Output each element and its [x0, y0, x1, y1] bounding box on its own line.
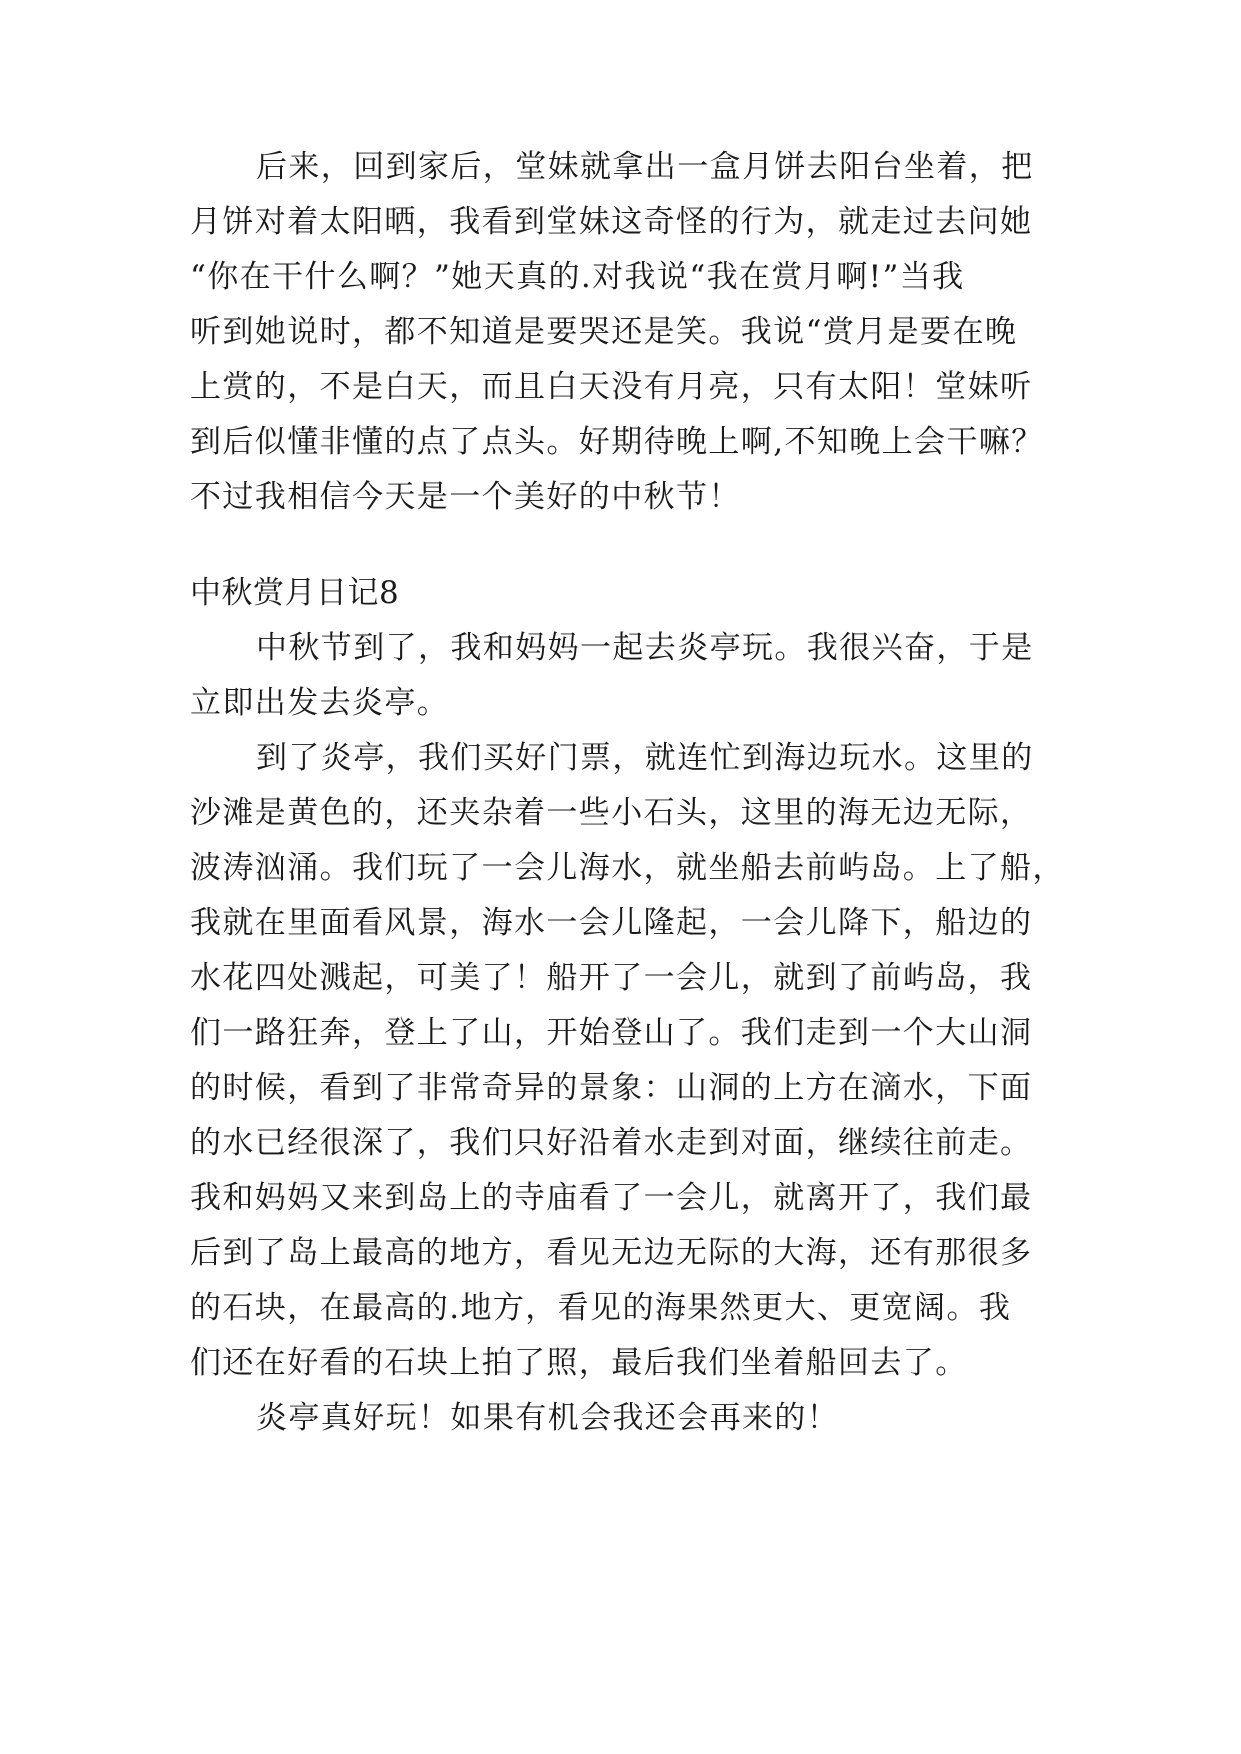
paragraph-3-line-1: 到了炎亭，我们买好门票，就连忙到海边玩水。这里的 — [256, 740, 1034, 776]
paragraph-4-line-1: 炎亭真好玩！如果有机会我还会再来的！ — [256, 1400, 840, 1436]
paragraph-1-line-3: “你在干什么啊？”她天真的.对我说“我在赏月啊!”当我 — [190, 259, 965, 295]
paragraph-3-line-2: 沙滩是黄色的，还夹杂着一些小石头，这里的海无边无际， — [190, 795, 1033, 831]
paragraph-1-line-7: 不过我相信今天是一个美好的中秋节！ — [190, 479, 741, 515]
paragraph-1-line-6: 到后似懂非懂的点了点头。好期待晚上啊,不知晚上会干嘛？ — [190, 424, 1044, 460]
paragraph-3-line-11: 的石块，在最高的.地方，看见的海果然更大、更宽阔。我 — [190, 1290, 1012, 1326]
section-heading: 中秋赏月日记8 — [190, 575, 400, 611]
paragraph-2-line-2: 立即出发去炎亭。 — [190, 685, 450, 721]
paragraph-3-line-5: 水花四处溅起，可美了！船开了一会儿，就到了前屿岛，我 — [190, 960, 1033, 996]
paragraph-3-line-6: 们一路狂奔，登上了山，开始登山了。我们走到一个大山洞 — [190, 1015, 1033, 1051]
paragraph-3-line-3: 波涛汹涌。我们玩了一会儿海水，就坐船去前屿岛。上了船， — [190, 850, 1065, 886]
paragraph-3-line-4: 我就在里面看风景，海水一会儿隆起，一会儿降下，船边的 — [190, 905, 1033, 941]
paragraph-1-line-2: 月饼对着太阳晒，我看到堂妹这奇怪的行为，就走过去问她 — [190, 204, 1033, 240]
paragraph-2-line-1: 中秋节到了，我和妈妈一起去炎亭玩。我很兴奋，于是 — [256, 630, 1034, 666]
paragraph-3-line-10: 后到了岛上最高的地方，看见无边无际的大海，还有那很多 — [190, 1235, 1033, 1271]
paragraph-3-line-8: 的水已经很深了，我们只好沿着水走到对面，继续往前走。 — [190, 1125, 1033, 1161]
paragraph-1-line-5: 上赏的，不是白天，而且白天没有月亮，只有太阳！堂妹听 — [190, 369, 1033, 405]
paragraph-3-line-7: 的时候，看到了非常奇异的景象：山洞的上方在滴水，下面 — [190, 1070, 1033, 1106]
paragraph-3-line-9: 我和妈妈又来到岛上的寺庙看了一会儿，就离开了，我们最 — [190, 1180, 1033, 1216]
paragraph-1-line-4: 听到她说时，都不知道是要哭还是笑。我说“赏月是要在晚 — [190, 314, 1018, 350]
paragraph-3-line-12: 们还在好看的石块上拍了照，最后我们坐着船回去了。 — [190, 1345, 968, 1381]
paragraph-1-line-1: 后来，回到家后，堂妹就拿出一盒月饼去阳台坐着，把 — [256, 149, 1034, 185]
